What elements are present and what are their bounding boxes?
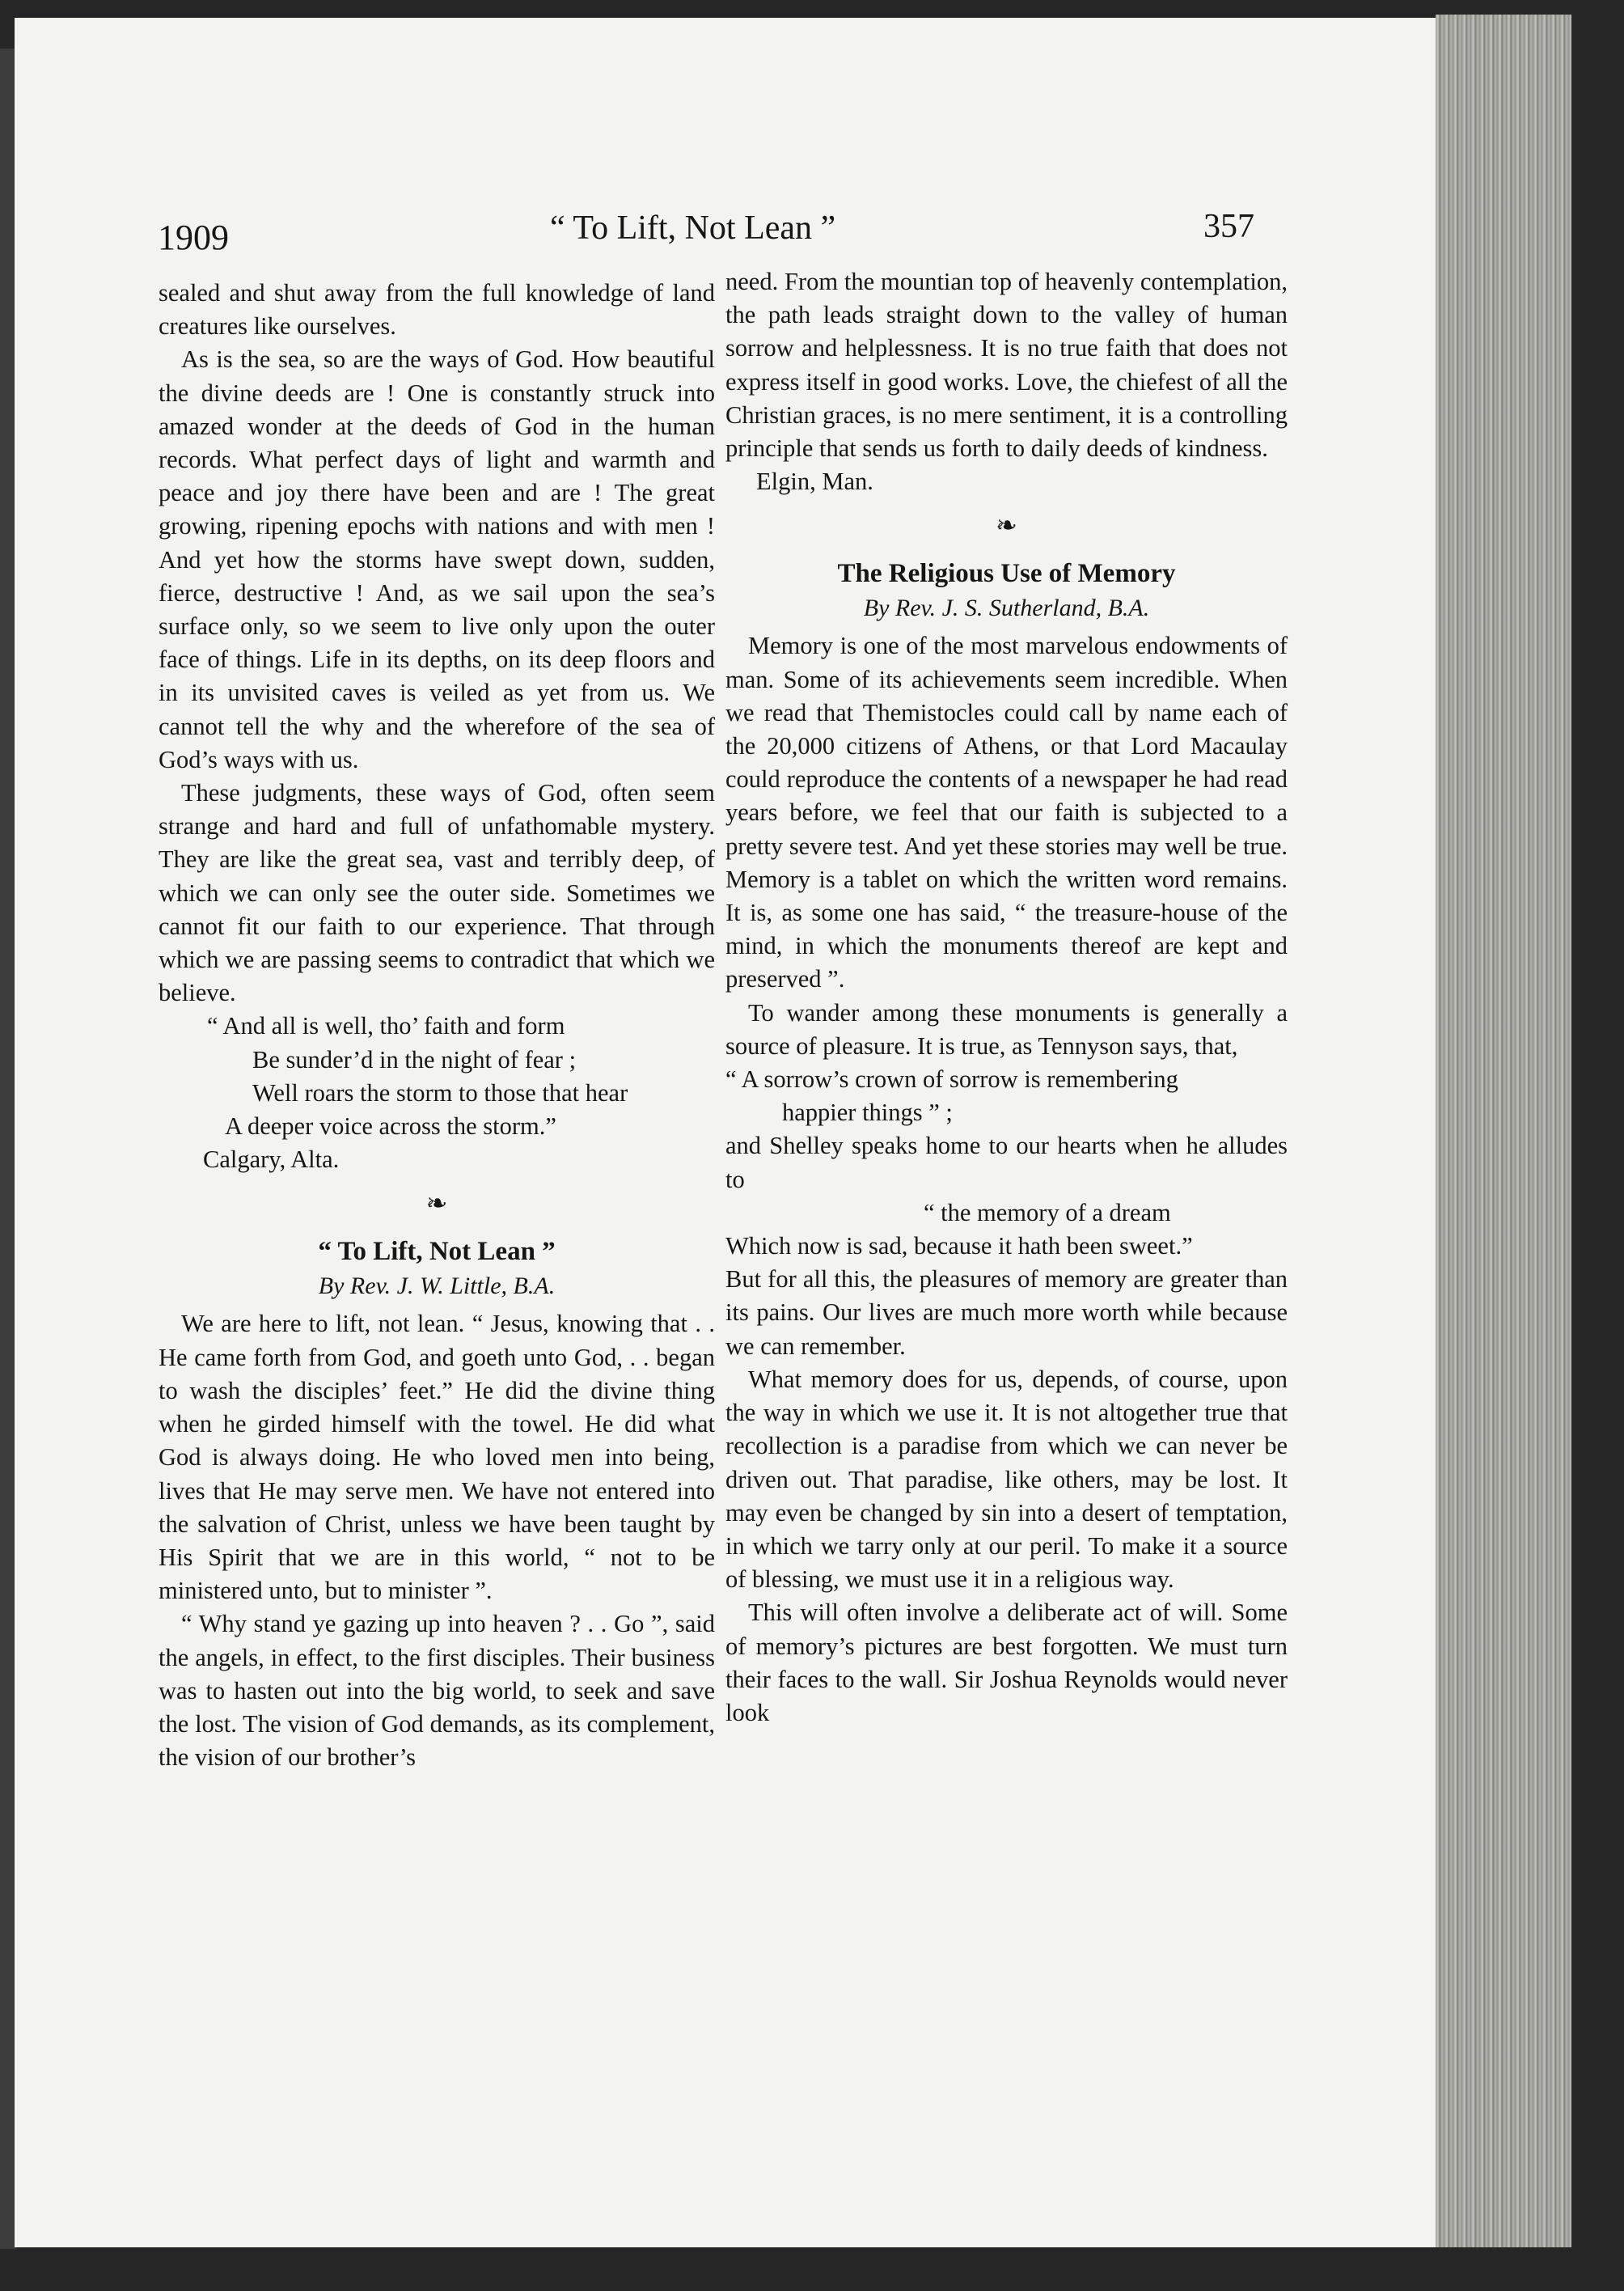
paragraph: We are here to lift, not lean. “ Jesus, knowing that . . He came forth from God, and goeth unto God, . . began to wash the disciples’ feet.” He did the divine thing when he girded himself with the towel. He did what God is always doing. He who loved men into being, lives that He may serve men. We have not entered into the salvation of Christ, unless we have been taught by His Spirit that we are in this world, “ not to be ministered unto, but to minister ”.: [159, 1310, 715, 1605]
quote-line: “ the memory of a dream: [924, 1198, 1171, 1226]
paragraph: and Shelley speaks home to our hearts when he alludes to: [725, 1132, 1288, 1193]
paragraph: need. From the mountian top of heavenly contemplation, the path leads straight down to the valley of human sorrow and helplessness. It is no true faith that does not express itself in good works. Love, the chiefest of all the Christian graces, is no mere sentiment, it is a controlling principle that sends us forth to daily deeds of kindness.: [725, 268, 1288, 463]
quote-line: happier things ” ;: [782, 1099, 953, 1127]
page-edges: [1436, 15, 1571, 2247]
paragraph: But for all this, the pleasures of memory are greater than its pains. Our lives are much more worth while because we can remember.: [725, 1265, 1288, 1360]
article-title: The Religious Use of Memory: [837, 559, 1176, 589]
paragraph: This will often involve a deliberate act of will. Some of memory’s pictures are best forgotten. We must turn their faces to the wall. Sir Joshua Reynolds would never look: [725, 1599, 1288, 1726]
book-spine: [0, 49, 16, 2249]
poem-line: “ And all is well, tho’ faith and form: [207, 1012, 565, 1040]
place-signature: Elgin, Man.: [756, 468, 873, 496]
quote-line: Which now is sad, because it hath been sweet.”: [725, 1232, 1193, 1260]
place-signature: Calgary, Alta.: [203, 1146, 340, 1174]
poem-line: Well roars the storm to those that hear: [252, 1078, 628, 1107]
ornament-icon: ❧: [425, 1188, 448, 1218]
page-number: 357: [1203, 208, 1254, 245]
poem-line: Be sunder’d in the night of fear ;: [252, 1045, 577, 1074]
paragraph: To wander among these monuments is generally a source of pleasure. It is true, as Tennyson says, that,: [725, 998, 1288, 1060]
poem-quote: [159, 1010, 715, 1143]
left-column: [159, 277, 715, 1774]
article-byline: By Rev. J. W. Little, B.A.: [318, 1273, 556, 1300]
article-byline: By Rev. J. S. Sutherland, B.A.: [863, 595, 1150, 622]
poem-line: A deeper voice across the storm.”: [225, 1112, 556, 1141]
paragraph: As is the sea, so are the ways of God. How beautiful the divine deeds are ! One is constantly struck into amazed wonder at the deeds of God in the human records. What perfect days of light and warmth and peace and joy there have been and are ! The great growing, ripening epochs with nations and with men ! And yet how the storms have swept down, sudden, fierce, destructive ! And, as we sail upon the sea’s surface only, so we seem to live only upon the outer face of things. Life in its depths, on its deep floors and in its unvisited caves is veiled as yet from us. We cannot tell the why and the wherefore of the sea of God’s ways with us.: [159, 345, 715, 773]
paragraph: What memory does for us, depends, of course, upon the way in which we use it. It is not altogether true that recollection is a paradise from which we can never be driven out. That paradise, like others, may be lost. It may even be changed by sin into a desert of temptation, in which we tarry only at our peril. To make it a source of blessing, we must use it in a religious way.: [725, 1365, 1288, 1594]
paragraph: These judgments, these ways of God, often seem strange and hard and full of unfathomable mystery. They are like the great sea, vast and terribly deep, of which we can only see the outer side. Sometimes we cannot fit our faith to our experience. That through which we are passing seems to contradict that which we believe.: [159, 779, 715, 1007]
running-title: “ To Lift, Not Lean ”: [550, 210, 836, 247]
header-year: 1909: [158, 218, 229, 257]
right-column: [725, 265, 1288, 1730]
paragraph: “ Why stand ye gazing up into heaven ? . . Go ”, said the angels, in effect, to the first disciples. Their business was to hasten out into the big world, to seek and save the lost. The vision of God demands, as its complement, the vision of our brother’s: [159, 1610, 715, 1772]
ornament-icon: ❧: [996, 510, 1017, 540]
quote-line: “ A sorrow’s crown of sorrow is remembering: [725, 1065, 1178, 1094]
paragraph: Memory is one of the most marvelous endowments of man. Some of its achievements seem incredible. When we read that Themistocles could call by name each of the 20,000 citizens of Athens, or that Lord Macaulay could reproduce the contents of a newspaper he had read years before, we feel that our faith is subjected to a pretty severe test. And yet these stories may well be true. Memory is a tablet on which the written word remains. It is, as some one has said, “ the treasure-house of the mind, in which the monuments thereof are kept and preserved ”.: [725, 632, 1288, 993]
paragraph: sealed and shut away from the full knowledge of land creatures like ourselves.: [159, 279, 715, 341]
article-title: “ To Lift, Not Lean ”: [318, 1237, 556, 1267]
